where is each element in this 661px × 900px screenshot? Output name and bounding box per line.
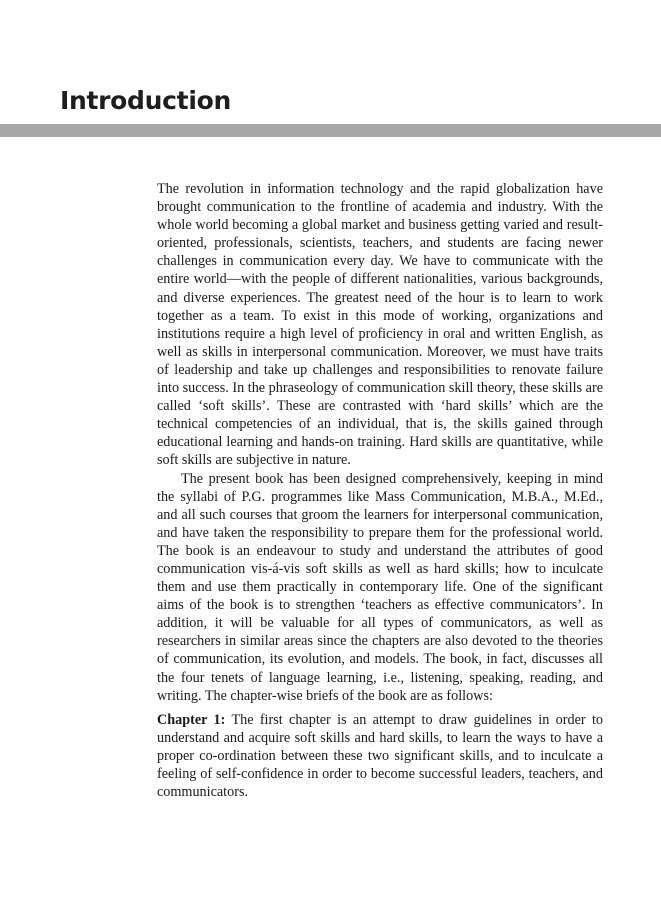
paragraph-1: The revolution in information technology and the rapid globalization have brought communication to the frontline of academia and industry. With the whole world becoming a global market and business getting varied and result-oriented, professionals, scientists, teachers, and students are facing newer challenges in communication every day. We have to communicate with the entire world—with the people of different nationalities, various backgrounds, and diverse experiences. The greatest need of the hour is to learn to work together as a team. To exist in this mode of working, organizations and institutions require a high level of proficiency in oral and written English, as well as skills in interpersonal communication. Moreover, we must have traits of leadership and take up challenges and responsibilities to renovate failure into success. In the phraseology of communication skill theory, these skills are called ‘soft skills’. These are contrasted with ‘hard skills’ which are the technical competencies of an individual, that is, the skills gained through educational learning and hands-on training. Hard skills are quantitative, while soft skills are subjective in nature.: [157, 181, 603, 469]
chapter-brief-text: The first chapter is an attempt to draw guidelines in order to understand and acquire soft skills and hard skills, to learn the ways to have a proper co-ordination between these two significant skills, and to inculcate a feeling of self-confidence in order to become successful leaders, teachers, and communicators.: [157, 711, 603, 801]
chapter-brief-label: Chapter 1:: [157, 711, 226, 728]
chapter-brief-1: [157, 711, 603, 801]
title-divider-bar: [0, 124, 661, 137]
body-text: [157, 180, 603, 801]
page-title: Introduction: [60, 86, 231, 115]
paragraph-2: The present book has been designed comprehensively, keeping in mind the syllabi of P.G. programmes like Mass Communication, M.B.A., M.Ed., and all such courses that groom the learners for interpersonal communication, and have taken the responsibility to prepare them for the professional world. The book is an endeavour to study and understand the attributes of good communication vis-á-vis soft skills as well as hard skills; how to inculcate them and use them practically in contemporary life. One of the significant aims of the book is to strengthen ‘teachers as effective communicators’. In addition, it will be valuable for all types of communicators, as well as researchers in similar areas since the chapters are also devoted to the theories of communication, its evolution, and models. The book, in fact, discusses all the four tenets of language learning, i.e., listening, speaking, reading, and writing. The chapter-wise briefs of the book are as follows:: [157, 470, 603, 704]
